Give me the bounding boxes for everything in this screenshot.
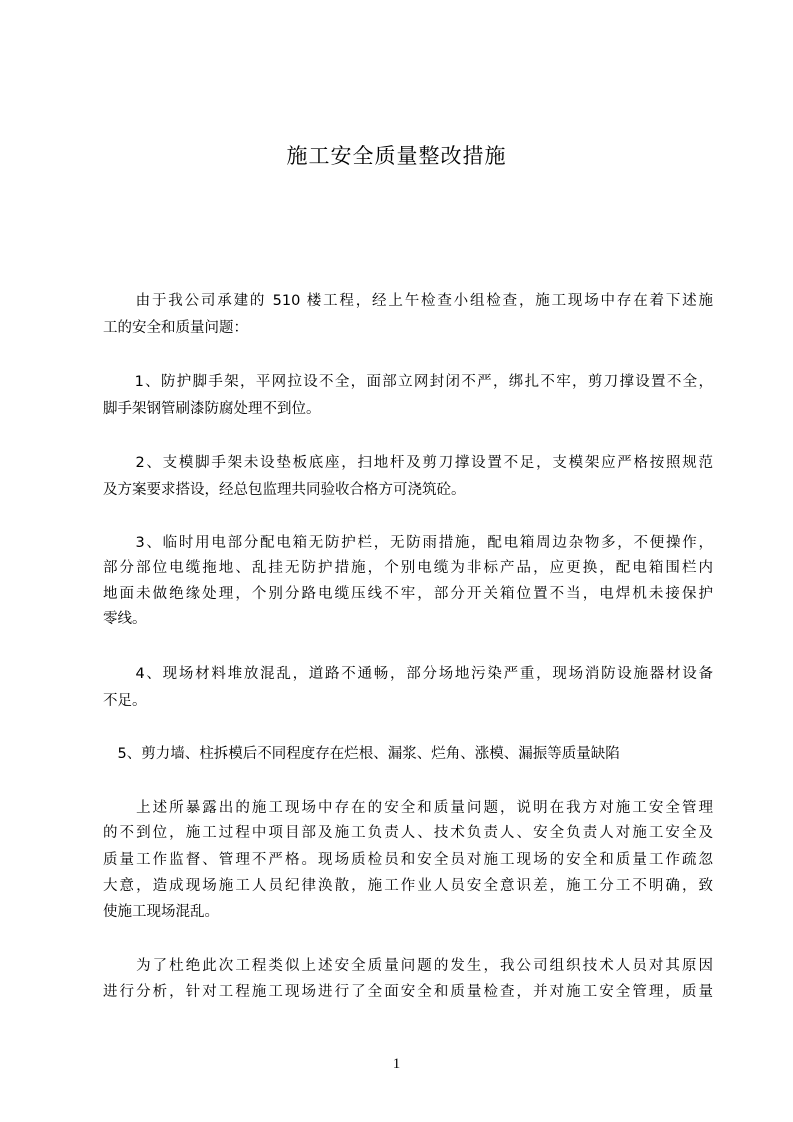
document-title: 施工安全质量整改措施 [286,144,507,168]
paragraph-8-line-2: 进行分析，针对工程施工现场进行了全面安全和质量检查，并对施工安全管理，质量 [103,984,713,1000]
paragraph-3-line-2: 及方案要求搭设，经总包监理共同验收合格方可浇筑砼。 [103,482,466,498]
paragraph-7-line-2: 的不到位，施工过程中项目部及施工负责人、技术负责人、安全负责人对施工安全及 [103,825,713,841]
page-number: 1 [392,1056,401,1072]
paragraph-8-line-1: 为了杜绝此次工程类似上述安全质量问题的发生，我公司组织技术人员对其原因 [103,958,713,974]
paragraph-1-line-2: 工的安全和质量问题： [103,320,248,336]
paragraph-4-line-3: 地面未做绝缘处理，个别分路电缆压线不牢，部分开关箱位置不当，电焊机未接保护 [103,586,713,602]
paragraph-7-line-3: 质量工作监督、管理不严格。现场质检员和安全员对施工现场的安全和质量工作疏忽 [103,852,713,868]
paragraph-1-line-1: 由于我公司承建的 510 楼工程，经上午检查小组检查，施工现场中存在着下述施 [103,293,713,309]
paragraph-7-line-5: 使施工现场混乱。 [103,904,219,920]
paragraph-2-line-1: 1、防护脚手架，平网拉设不全，面部立网封闭不严，绑扎不牢，剪刀撑设置不全， [103,374,713,390]
paragraph-2-line-2: 脚手架钢管刷漆防腐处理不到位。 [103,401,321,417]
paragraph-4-line-1: 3、临时用电部分配电箱无防护栏，无防雨措施，配电箱周边杂物多，不便操作， [103,535,713,551]
paragraph-6-line-1: 5、剪力墙、柱拆模后不同程度存在烂根、漏浆、烂角、涨模、漏振等质量缺陷 [103,746,620,762]
paragraph-5-line-2: 不足。 [103,693,147,709]
paragraph-7-line-1: 上述所暴露出的施工现场中存在的安全和质量问题，说明在我方对施工安全管理 [103,800,713,816]
paragraph-7-line-4: 大意，造成现场施工人员纪律涣散，施工作业人员安全意识差，施工分工不明确，致 [103,878,713,894]
paragraph-4-line-2: 部分部位电缆拖地、乱挂无防护措施，个别电缆为非标产品，应更换，配电箱围栏内 [103,560,713,576]
paragraph-5-line-1: 4、现场材料堆放混乱，道路不通畅，部分场地污染严重，现场消防设施器材设备 [103,666,713,682]
paragraph-3-line-1: 2、支模脚手架未设垫板底座，扫地杆及剪刀撑设置不足，支模架应严格按照规范 [103,455,713,471]
paragraph-4-line-4: 零线。 [103,611,147,627]
